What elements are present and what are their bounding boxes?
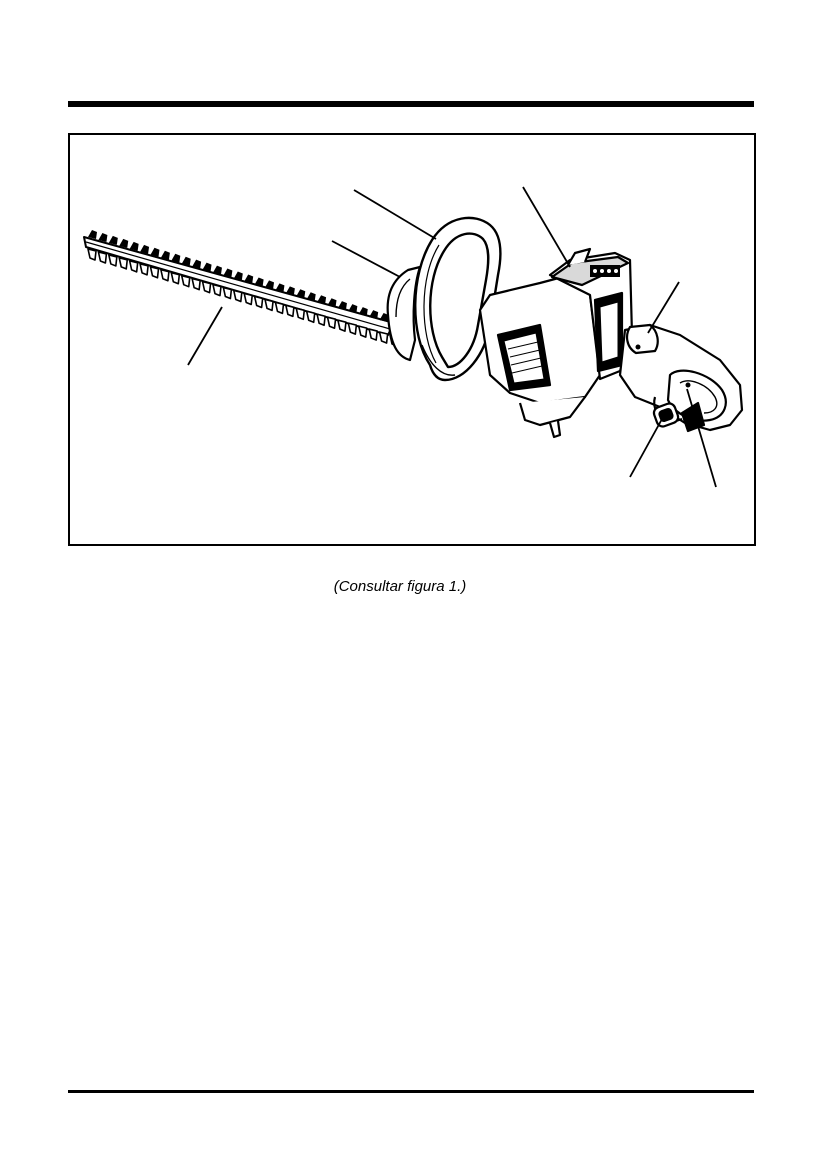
blade-tooth-bottom <box>109 255 117 266</box>
rear-handle <box>620 325 742 431</box>
leader-blade <box>188 307 222 365</box>
blade-tooth-bottom <box>338 320 346 331</box>
blade-tooth-bottom <box>182 276 190 287</box>
blade-tooth-bottom <box>203 282 211 293</box>
blade-tooth-bottom <box>296 308 304 319</box>
motor-housing <box>480 275 600 437</box>
blade-tooth-bottom <box>369 329 377 340</box>
blade-tooth-bottom <box>380 332 388 343</box>
blade-tooth-bottom <box>223 288 231 299</box>
cutting-blade <box>84 230 399 346</box>
blade-tooth-bottom <box>234 291 242 302</box>
blade-tooth-bottom <box>265 299 273 310</box>
blade-tooth-bottom <box>98 252 106 263</box>
footer-rule <box>68 1090 754 1093</box>
blade-tooth-bottom <box>286 305 294 316</box>
blade-tooth-bottom <box>244 293 252 304</box>
blade-tooth-bottom <box>307 311 315 322</box>
figure-1-frame <box>68 133 756 546</box>
hedge-trimmer-illustration <box>70 135 754 544</box>
blade-tooth-bottom <box>130 261 138 272</box>
blade-tooth-bottom <box>348 323 356 334</box>
leader-battery <box>523 187 570 267</box>
leader-rear-handle-top <box>648 282 679 333</box>
figure-caption: (Consultar figura 1.) <box>333 578 467 595</box>
blade-tooth-bottom <box>150 267 158 278</box>
blade-tooth-bottom <box>328 317 336 328</box>
blade-tooth-bottom <box>213 285 221 296</box>
blade-tooth-bottom <box>88 249 96 260</box>
leader-trigger <box>630 419 662 477</box>
blade-tooth-bottom <box>119 258 127 269</box>
blade-tooth-bottom <box>255 296 263 307</box>
header-rule <box>68 101 754 107</box>
leader-blade-guard <box>332 241 400 277</box>
blade-tooth-bottom <box>161 270 169 281</box>
blade-tooth-bottom <box>359 326 367 337</box>
blade-tooth-bottom <box>317 314 325 325</box>
blade-tooth-bottom <box>192 279 200 290</box>
leader-front-handle-top <box>354 190 436 239</box>
blade-tooth-bottom <box>275 302 283 313</box>
blade-tooth-bottom <box>171 273 179 284</box>
blade-tooth-bottom <box>140 264 148 275</box>
